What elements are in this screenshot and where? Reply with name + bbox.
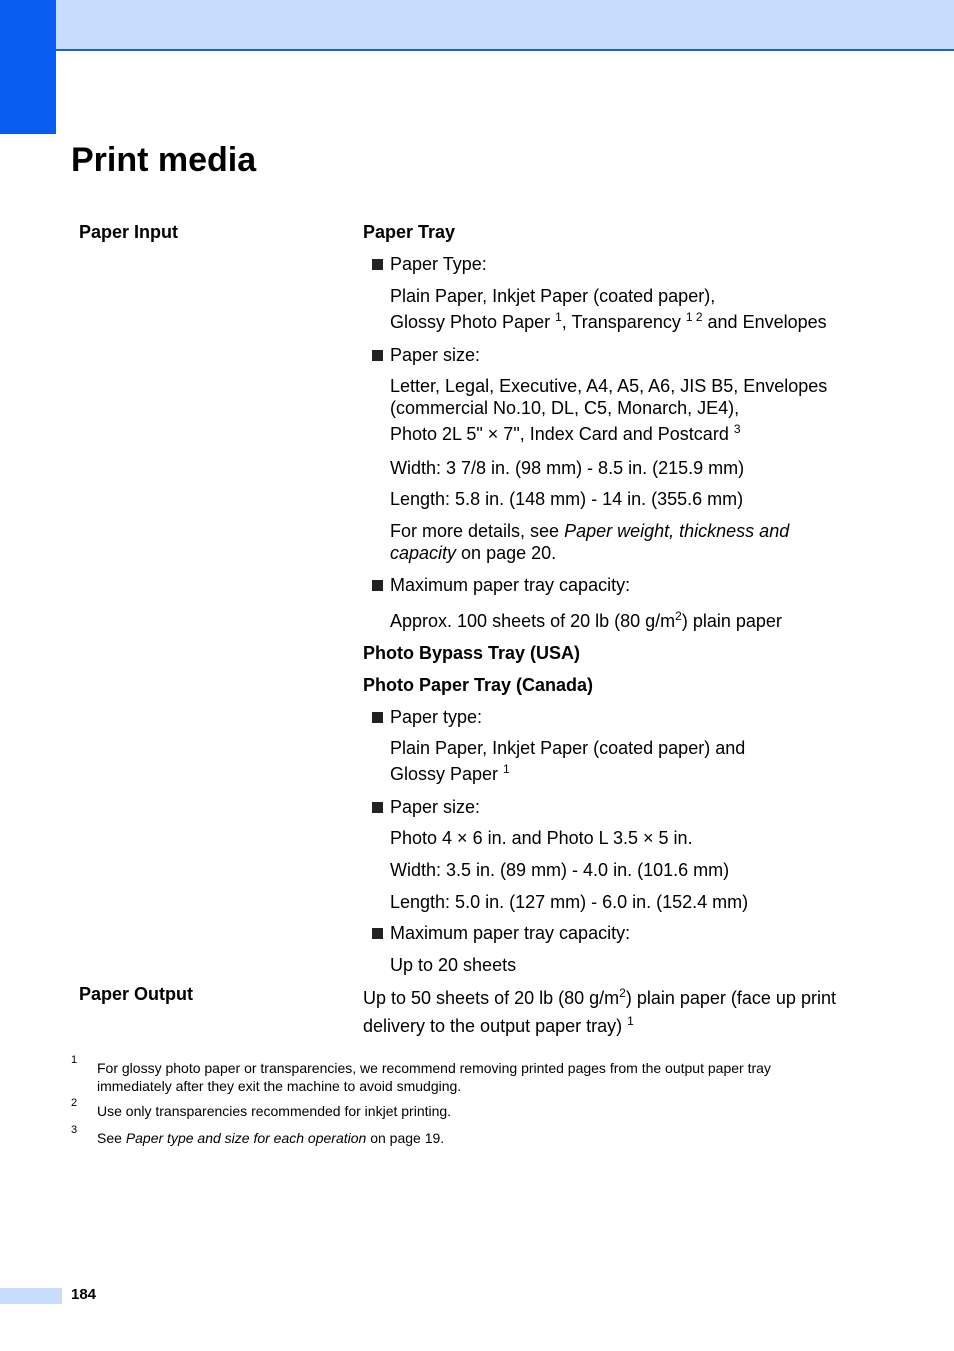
paper-tray-heading: Paper Tray <box>363 222 456 242</box>
bullet-square-icon <box>372 928 383 939</box>
bullet-square-icon <box>372 802 383 813</box>
bullet-photo-tray-capacity: Maximum paper tray capacity: <box>372 922 630 944</box>
photo-bypass-tray-heading: Photo Bypass Tray (USA) <box>363 643 581 663</box>
header-band <box>0 0 954 51</box>
photo-tray-capacity-value: Up to 20 sheets <box>390 955 517 975</box>
footnote-link[interactable]: Paper type and size for each operation <box>125 1130 367 1146</box>
bullet-paper-size: Paper size: <box>372 344 480 366</box>
bullet-photo-paper-type: Paper type: <box>372 706 482 728</box>
photo-paper-size-value: Photo 4 × 6 in. and Photo L 3.5 × 5 in. <box>390 828 693 848</box>
bullet-square-icon <box>372 580 383 591</box>
tray-capacity-value: Approx. 100 sheets of 20 lb (80 $g/m^2$) plain paper <box>390 609 782 631</box>
page-title: Print media <box>71 141 257 179</box>
page-number: 184 <box>71 1286 97 1303</box>
details-link[interactable]: Paper weight, thickness and <box>564 521 790 541</box>
details-link-cont[interactable]: capacity <box>390 543 457 563</box>
paper-details-reference: For more details, see Paper weight, thickness and capacity on page 20. <box>390 521 790 563</box>
paper-output-label: Paper Output <box>79 984 194 1004</box>
footer-band <box>0 1288 62 1304</box>
paper-size-values: Letter, Legal, Executive, A4, A5, A6, JIS B5, Envelopes (commercial No.10, DL, C5, Monarch, JE4), Photo 2L 5" × 7", Index Card and Postcard $^3$ <box>390 376 828 444</box>
bullet-square-icon <box>372 259 383 270</box>
photo-paper-width: Width: 3.5 in. (89 mm) - 4.0 in. (101.6 mm) <box>390 860 730 880</box>
bullet-square-icon <box>372 350 383 361</box>
paper-width: Width: 3 7/8 in. (98 mm) - 8.5 in. (215.9 mm) <box>390 458 745 478</box>
paper-type-values: Plain Paper, Inkjet Paper (coated paper), Glossy Photo Paper $^1$, Transparency $^{1 2}$ and Envelopes <box>390 286 827 332</box>
paper-output-value: Up to 50 sheets of 20 lb (80 $g/m^2$) plain paper (face up print delivery to the output paper tray) $^1$ <box>363 986 836 1036</box>
bullet-paper-type: Paper Type: <box>372 253 487 275</box>
bullet-tray-capacity: Maximum paper tray capacity: <box>372 574 630 596</box>
photo-paper-length: Length: 5.0 in. (127 mm) - 6.0 in. (152.4 mm) <box>390 892 749 912</box>
paper-length: Length: 5.8 in. (148 mm) - 14 in. (355.6 mm) <box>390 489 744 509</box>
bullet-photo-paper-size: Paper size: <box>372 796 480 818</box>
chapter-tab <box>0 0 56 134</box>
photo-paper-type-values: Plain Paper, Inkjet Paper (coated paper) and Glossy Paper $^1$ <box>390 738 746 784</box>
paper-input-label: Paper Input <box>79 222 179 242</box>
bullet-square-icon <box>372 712 383 723</box>
photo-paper-tray-heading: Photo Paper Tray (Canada) <box>363 675 594 695</box>
